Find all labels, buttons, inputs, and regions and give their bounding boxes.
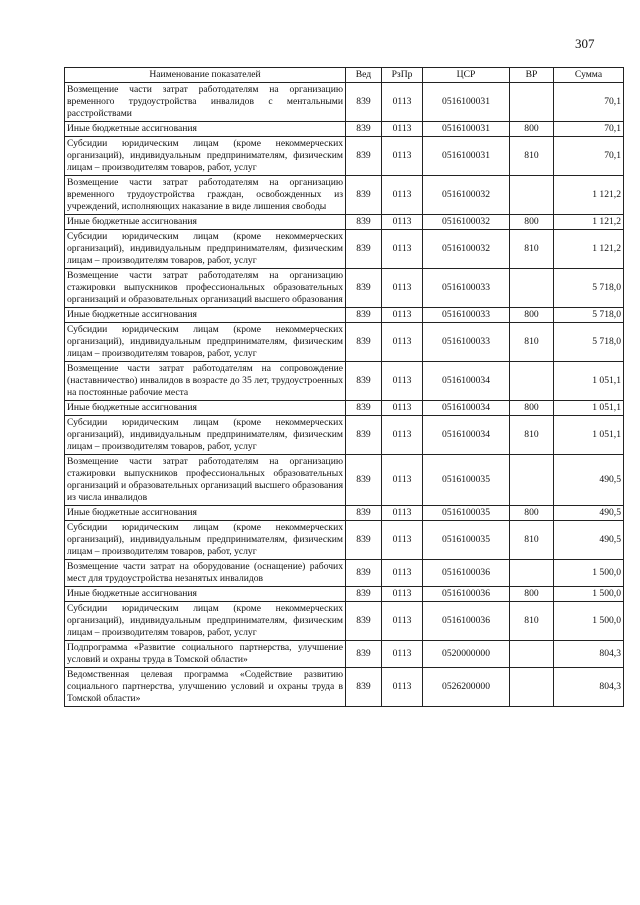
row-csr-cell: 0516100032 xyxy=(423,230,510,269)
row-sum-cell: 1 051,1 xyxy=(554,362,624,401)
row-ved-cell: 839 xyxy=(346,602,382,641)
row-vr-cell: 810 xyxy=(510,137,554,176)
row-vr-cell xyxy=(510,668,554,707)
row-ved-cell: 839 xyxy=(346,176,382,215)
row-name-cell: Субсидии юридическим лицам (кроме некоммерческих организаций), индивидуальным предпринимателям, физическим лицам – производителям товаров, работ, услуг xyxy=(65,521,346,560)
row-vr-cell xyxy=(510,362,554,401)
row-sum-cell: 1 500,0 xyxy=(554,587,624,602)
table-row xyxy=(65,416,624,455)
row-csr-cell: 0516100031 xyxy=(423,122,510,137)
row-csr-cell: 0516100033 xyxy=(423,323,510,362)
row-csr-cell: 0516100032 xyxy=(423,176,510,215)
row-vr-cell: 800 xyxy=(510,122,554,137)
row-vr-cell: 810 xyxy=(510,230,554,269)
row-rzpr-cell: 0113 xyxy=(382,587,423,602)
row-name-cell: Подпрограмма «Развитие социального партнерства, улучшение условий и охраны труда в Томской области» xyxy=(65,641,346,668)
row-rzpr-cell: 0113 xyxy=(382,521,423,560)
table-row xyxy=(65,230,624,269)
row-csr-cell: 0516100036 xyxy=(423,602,510,641)
row-csr-cell: 0520000000 xyxy=(423,641,510,668)
row-csr-cell: 0516100034 xyxy=(423,362,510,401)
row-sum-cell: 1 121,2 xyxy=(554,230,624,269)
row-rzpr-cell: 0113 xyxy=(382,215,423,230)
row-name-cell: Субсидии юридическим лицам (кроме некоммерческих организаций), индивидуальным предпринимателям, физическим лицам – производителям товаров, работ, услуг xyxy=(65,602,346,641)
row-rzpr-cell: 0113 xyxy=(382,455,423,506)
row-rzpr-cell: 0113 xyxy=(382,323,423,362)
row-csr-cell: 0516100031 xyxy=(423,137,510,176)
row-name-cell: Субсидии юридическим лицам (кроме некоммерческих организаций), индивидуальным предпринимателям, физическим лицам – производителям товаров, работ, услуг xyxy=(65,137,346,176)
row-name-cell: Ведомственная целевая программа «Содействие развитию социального партнерства, улучшению условий и охраны труда в Томской области» xyxy=(65,668,346,707)
row-rzpr-cell: 0113 xyxy=(382,137,423,176)
row-rzpr-cell: 0113 xyxy=(382,668,423,707)
row-csr-cell: 0516100035 xyxy=(423,521,510,560)
row-csr-cell: 0516100036 xyxy=(423,587,510,602)
row-ved-cell: 839 xyxy=(346,416,382,455)
row-sum-cell: 804,3 xyxy=(554,668,624,707)
row-name-cell: Иные бюджетные ассигнования xyxy=(65,587,346,602)
row-vr-cell xyxy=(510,176,554,215)
row-ved-cell: 839 xyxy=(346,137,382,176)
row-ved-cell: 839 xyxy=(346,269,382,308)
table-header-row xyxy=(65,68,624,83)
row-name-cell: Возмещение части затрат работодателям на организацию временного трудоустройства граждан, освобожденных из учреждений, исполняющих наказание в виде лишения свободы xyxy=(65,176,346,215)
header-rzpr: РзПр xyxy=(382,68,423,83)
row-ved-cell: 839 xyxy=(346,401,382,416)
table-body xyxy=(65,83,624,707)
table-row xyxy=(65,122,624,137)
row-ved-cell: 839 xyxy=(346,215,382,230)
table-row xyxy=(65,269,624,308)
row-rzpr-cell: 0113 xyxy=(382,560,423,587)
row-ved-cell: 839 xyxy=(346,230,382,269)
row-sum-cell: 1 121,2 xyxy=(554,215,624,230)
table-row xyxy=(65,401,624,416)
row-sum-cell: 5 718,0 xyxy=(554,323,624,362)
header-name: Наименование показателей xyxy=(65,68,346,83)
row-vr-cell: 810 xyxy=(510,416,554,455)
table-row xyxy=(65,587,624,602)
row-sum-cell: 1 051,1 xyxy=(554,401,624,416)
table-row xyxy=(65,215,624,230)
row-ved-cell: 839 xyxy=(346,641,382,668)
row-name-cell: Возмещение части затрат на оборудование (оснащение) рабочих мест для трудоустройства незанятых инвалидов xyxy=(65,560,346,587)
row-name-cell: Субсидии юридическим лицам (кроме некоммерческих организаций), индивидуальным предпринимателям, физическим лицам – производителям товаров, работ, услуг xyxy=(65,323,346,362)
row-rzpr-cell: 0113 xyxy=(382,230,423,269)
row-rzpr-cell: 0113 xyxy=(382,362,423,401)
row-ved-cell: 839 xyxy=(346,587,382,602)
table-row xyxy=(65,83,624,122)
row-rzpr-cell: 0113 xyxy=(382,416,423,455)
row-sum-cell: 490,5 xyxy=(554,506,624,521)
row-ved-cell: 839 xyxy=(346,506,382,521)
row-rzpr-cell: 0113 xyxy=(382,308,423,323)
table-row xyxy=(65,137,624,176)
row-sum-cell: 490,5 xyxy=(554,455,624,506)
header-csr: ЦСР xyxy=(423,68,510,83)
table-row xyxy=(65,602,624,641)
row-name-cell: Субсидии юридическим лицам (кроме некоммерческих организаций), индивидуальным предпринимателям, физическим лицам – производителям товаров, работ, услуг xyxy=(65,416,346,455)
row-rzpr-cell: 0113 xyxy=(382,602,423,641)
row-csr-cell: 0516100033 xyxy=(423,269,510,308)
row-vr-cell: 800 xyxy=(510,401,554,416)
row-name-cell: Иные бюджетные ассигнования xyxy=(65,506,346,521)
page-number: 307 xyxy=(575,36,595,51)
row-csr-cell: 0516100034 xyxy=(423,401,510,416)
row-csr-cell: 0516100033 xyxy=(423,308,510,323)
row-csr-cell: 0526200000 xyxy=(423,668,510,707)
row-name-cell: Иные бюджетные ассигнования xyxy=(65,215,346,230)
row-ved-cell: 839 xyxy=(346,308,382,323)
row-ved-cell: 839 xyxy=(346,323,382,362)
table-row xyxy=(65,308,624,323)
row-ved-cell: 839 xyxy=(346,83,382,122)
table-row xyxy=(65,362,624,401)
table-row xyxy=(65,641,624,668)
table-row xyxy=(65,560,624,587)
row-name-cell: Субсидии юридическим лицам (кроме некоммерческих организаций), индивидуальным предпринимателям, физическим лицам – производителям товаров, работ, услуг xyxy=(65,230,346,269)
row-sum-cell: 490,5 xyxy=(554,521,624,560)
row-vr-cell: 800 xyxy=(510,215,554,230)
row-vr-cell: 800 xyxy=(510,308,554,323)
table-row xyxy=(65,668,624,707)
row-sum-cell: 1 500,0 xyxy=(554,560,624,587)
row-sum-cell: 1 051,1 xyxy=(554,416,624,455)
row-rzpr-cell: 0113 xyxy=(382,83,423,122)
row-ved-cell: 839 xyxy=(346,521,382,560)
row-vr-cell xyxy=(510,560,554,587)
table-row xyxy=(65,455,624,506)
row-name-cell: Возмещение части затрат работодателям на организацию временного трудоустройства инвалидов с ментальными расстройствами xyxy=(65,83,346,122)
row-sum-cell: 1 500,0 xyxy=(554,602,624,641)
row-vr-cell xyxy=(510,641,554,668)
row-name-cell: Иные бюджетные ассигнования xyxy=(65,122,346,137)
row-csr-cell: 0516100034 xyxy=(423,416,510,455)
row-ved-cell: 839 xyxy=(346,668,382,707)
row-ved-cell: 839 xyxy=(346,362,382,401)
row-name-cell: Иные бюджетные ассигнования xyxy=(65,308,346,323)
row-ved-cell: 839 xyxy=(346,455,382,506)
table-row xyxy=(65,323,624,362)
header-ved: Вед xyxy=(346,68,382,83)
row-csr-cell: 0516100036 xyxy=(423,560,510,587)
header-vr: ВР xyxy=(510,68,554,83)
row-vr-cell xyxy=(510,455,554,506)
row-sum-cell: 1 121,2 xyxy=(554,176,624,215)
row-vr-cell: 810 xyxy=(510,323,554,362)
row-csr-cell: 0516100032 xyxy=(423,215,510,230)
row-ved-cell: 839 xyxy=(346,122,382,137)
row-vr-cell: 810 xyxy=(510,602,554,641)
row-sum-cell: 70,1 xyxy=(554,83,624,122)
header-sum: Сумма xyxy=(554,68,624,83)
row-rzpr-cell: 0113 xyxy=(382,122,423,137)
row-vr-cell xyxy=(510,269,554,308)
row-sum-cell: 5 718,0 xyxy=(554,269,624,308)
row-sum-cell: 70,1 xyxy=(554,122,624,137)
row-rzpr-cell: 0113 xyxy=(382,269,423,308)
row-name-cell: Возмещение части затрат работодателям на сопровождение (наставничество) инвалидов в возрасте до 35 лет, трудоустроенных на постоянные рабочие места xyxy=(65,362,346,401)
row-sum-cell: 70,1 xyxy=(554,137,624,176)
row-vr-cell xyxy=(510,83,554,122)
row-name-cell: Возмещение части затрат работодателям на организацию стажировки выпускников профессиональных образовательных организаций и образовательных организаций высшего образования из числа инвалидов xyxy=(65,455,346,506)
row-vr-cell: 800 xyxy=(510,587,554,602)
row-sum-cell: 5 718,0 xyxy=(554,308,624,323)
row-ved-cell: 839 xyxy=(346,560,382,587)
row-name-cell: Возмещение части затрат работодателям на организацию стажировки выпускников профессиональных образовательных организаций и образовательных организаций высшего образования xyxy=(65,269,346,308)
row-vr-cell: 810 xyxy=(510,521,554,560)
row-csr-cell: 0516100035 xyxy=(423,506,510,521)
row-name-cell: Иные бюджетные ассигнования xyxy=(65,401,346,416)
row-csr-cell: 0516100031 xyxy=(423,83,510,122)
table-row xyxy=(65,521,624,560)
row-rzpr-cell: 0113 xyxy=(382,506,423,521)
row-sum-cell: 804,3 xyxy=(554,641,624,668)
row-vr-cell: 800 xyxy=(510,506,554,521)
row-rzpr-cell: 0113 xyxy=(382,401,423,416)
table-row xyxy=(65,176,624,215)
table-row xyxy=(65,506,624,521)
row-csr-cell: 0516100035 xyxy=(423,455,510,506)
row-rzpr-cell: 0113 xyxy=(382,641,423,668)
row-rzpr-cell: 0113 xyxy=(382,176,423,215)
budget-table xyxy=(64,67,624,707)
